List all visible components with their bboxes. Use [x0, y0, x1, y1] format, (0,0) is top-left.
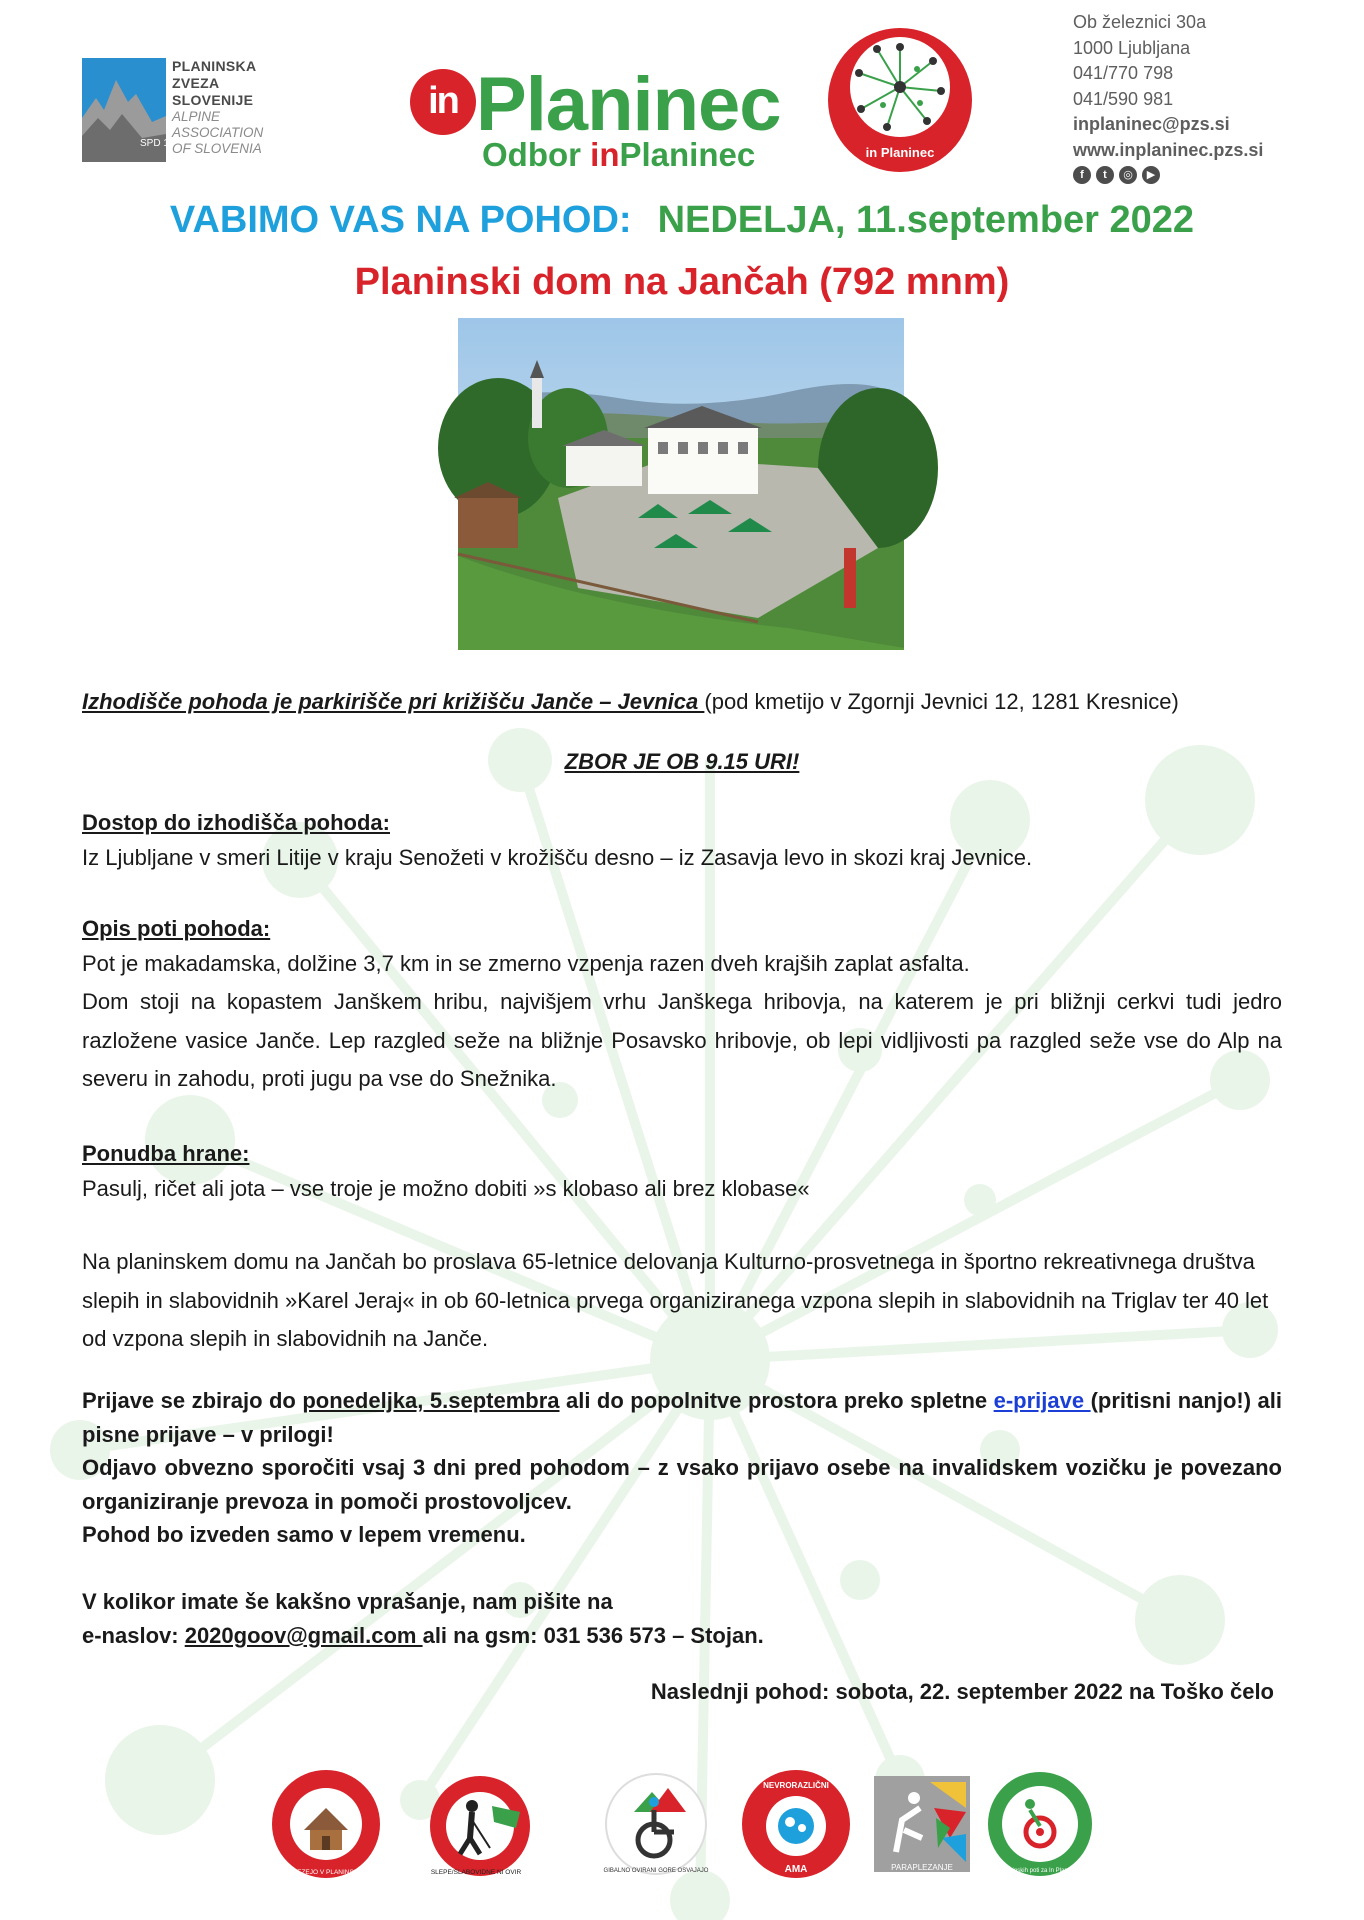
- access-section: [82, 804, 1282, 877]
- pzs-name-2: ZVEZA: [172, 75, 220, 91]
- inplaninec-network-circle-icon: [825, 25, 975, 175]
- address-line-1: Ob železnici 30a: [1073, 12, 1207, 32]
- inplaninec-logo: [410, 55, 980, 185]
- invitation-title: [0, 196, 1364, 244]
- start-point: [82, 683, 1282, 722]
- food-section: [82, 1135, 1282, 1208]
- pzs-name-3: SLOVENIJE: [172, 92, 254, 108]
- invite-text: VABIMO VAS NA POHOD:: [169, 199, 632, 241]
- contact-email[interactable]: inplaninec@pzs.si: [1073, 114, 1230, 134]
- inplaninec-name: Planinec: [476, 62, 781, 147]
- planinske-poti-logo-icon: [984, 1768, 1096, 1880]
- pzs-logo: [82, 58, 272, 162]
- registration-section: [82, 1384, 1282, 1552]
- route-description: Dom stoji na kopastem Janškem hribu, najvišjem vrhu Janškega hribovja, na katerem je pri bližnji cerkvi tudi jedro razložene vasice Janče. Lep razgled seže na bližnje Posavsko hribovje, ob lepi vidljivosti pa razgled seže vse do Alp na severu in zahodu, proti jugu pa vse do Snežnika.: [82, 989, 1282, 1091]
- svg-text:SLEPE/SLABOVIDNE NI OVIR: SLEPE/SLABOVIDNE NI OVIR: [430, 1869, 522, 1876]
- e-prijave-link[interactable]: e-prijave: [993, 1388, 1091, 1413]
- access-text: Iz Ljubljane v smeri Litije v kraju Senožeti v krožišču desno – iz Zasavja levo in skozi kraj Jevnice.: [82, 844, 1033, 870]
- inplaninec-subtitle: Odbor inPlaninec: [482, 136, 756, 173]
- route-heading: Opis poti pohoda:: [82, 916, 271, 941]
- start-point-label: Izhodišče pohoda je parkirišče pri križišču Janče – Jevnica: [82, 689, 705, 714]
- svg-text:GLUHI STREZEJO V PLANINSKIH KO: GLUHI STREZEJO V PLANINSKIH KOČAH: [262, 1869, 390, 1876]
- svg-text:NEVRORAZLIČNI: NEVRORAZLIČNI: [763, 1781, 829, 1790]
- phone-1: 041/770 798: [1073, 63, 1174, 83]
- access-heading: Dostop do izhodišča pohoda:: [82, 810, 390, 835]
- food-text: Pasulj, ričet ali jota – vse troje je možno dobiti »s klobaso ali brez klobase«: [82, 1175, 810, 1201]
- twitter-icon[interactable]: t: [1096, 166, 1114, 184]
- facebook-icon[interactable]: f: [1073, 166, 1091, 184]
- mountain-hut-photo: [458, 318, 904, 650]
- destination-title: Planinski dom na Jančah (792 mnm): [354, 261, 1010, 303]
- questions-line-1: V kolikor imate še kakšno vprašanje, nam pišite na: [82, 1589, 613, 1614]
- pzs-name-1: PLANINSKA: [172, 58, 257, 74]
- start-point-detail: (pod kmetijo v Zgornji Jevnici 12, 1281 Kresnice): [704, 689, 1179, 714]
- celebration-text: Na planinskem domu na Jančah bo proslava 65-letnice delovanja Kulturno-prosvetnega in športno rekreativnega društva slepih in slabovidnih »Karel Jeraj« in ob 60-letnica prvega organiziranega vzpona slepih in slabovidnih na Triglav ter 40 let od vzpona slepih in slabovidnih na Janče.: [82, 1249, 1269, 1351]
- route-section: [82, 910, 1282, 1099]
- pzs-mountain-icon: [82, 58, 186, 162]
- svg-text:SPD 1893: SPD 1893: [140, 138, 186, 149]
- pzs-en-2: ASSOCIATION: [172, 125, 264, 140]
- cancellation-text: Odjavo obvezno sporočiti vsaj 3 dni pred pohodom – z vsako prijavo osebe na invalidskem vozičku je povezano organiziranje prevoza in pomoči prostovoljcev.: [82, 1455, 1282, 1514]
- svg-text:planinskih poti za In Planince: planinskih poti za In Planince: [1001, 1868, 1079, 1874]
- phone-2: 041/590 981: [1073, 88, 1174, 109]
- contact-block: [1073, 10, 1263, 184]
- deaf-hut-logo-icon: [262, 1768, 390, 1880]
- hike-date: NEDELJA, 11.september 2022: [657, 199, 1195, 241]
- svg-text:PARAPLEZANJE: PARAPLEZANJE: [891, 1863, 953, 1872]
- youtube-icon[interactable]: ▶: [1142, 166, 1160, 184]
- registration-text: Prijave se zbirajo do ponedeljka, 5.septembra ali do popolnitve prostora preko spletne e-prijave (pritisni nanjo!) ali pisne prijave – v prilogi!: [82, 1388, 1282, 1447]
- social-icons: [1073, 166, 1263, 184]
- instagram-icon[interactable]: ◎: [1119, 166, 1137, 184]
- meeting-time: ZBOR JE OB 9.15 URI!: [564, 749, 800, 774]
- in-badge: in: [410, 69, 476, 135]
- contact-email-link[interactable]: 2020goov@gmail.com: [184, 1623, 423, 1648]
- address-line-2: 1000 Ljubljana: [1073, 37, 1191, 58]
- pzs-en-1: ALPINE: [172, 109, 221, 124]
- route-line-1: Pot je makadamska, dolžine 3,7 km in se zmerno vzpenja razen dveh krajših zaplat asfalta.: [82, 950, 970, 976]
- pzs-en-3: OF SLOVENIA: [172, 141, 262, 156]
- next-hike: Naslednji pohod: sobota, 22. september 2022 na Toško čelo: [650, 1679, 1274, 1704]
- paraclimbing-logo-icon: [870, 1768, 982, 1880]
- svg-text:in Planinec: in Planinec: [865, 145, 935, 160]
- questions-line-2: e-naslov: 2020goov@gmail.com ali na gsm: 031 536 573 – Stojan.: [82, 1623, 764, 1648]
- svg-text:GIBALNO OVIRANI GORE OSVAJAJO: GIBALNO OVIRANI GORE OSVAJAJO: [603, 1868, 709, 1874]
- wheelchair-logo-icon: [600, 1768, 712, 1880]
- neurodivergent-logo-icon: [740, 1768, 852, 1880]
- registration-deadline: ponedeljka, 5.septembra: [302, 1388, 560, 1413]
- food-heading: Ponudba hrane:: [82, 1141, 250, 1166]
- contact-website[interactable]: www.inplaninec.pzs.si: [1073, 139, 1264, 160]
- weather-text: Pohod bo izveden samo v lepem vremenu.: [82, 1522, 526, 1547]
- svg-text:AMA: AMA: [784, 1864, 808, 1875]
- questions-section: [82, 1585, 1282, 1653]
- blind-hiker-logo-icon: [420, 1768, 532, 1880]
